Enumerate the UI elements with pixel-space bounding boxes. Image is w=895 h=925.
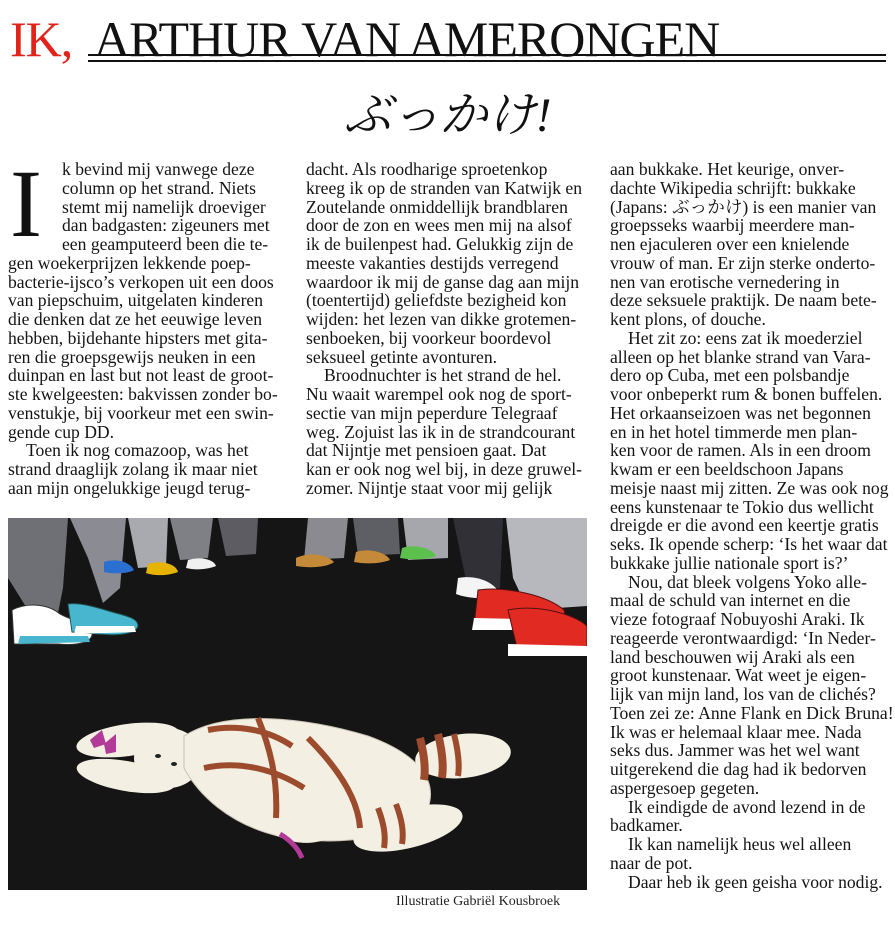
text-line: dacht. Als roodharige sproetenkop: [306, 159, 548, 179]
text-line: meeste vakanties destijds verregend: [306, 252, 559, 273]
text-line: ren die groepsgewijs neuken in een: [8, 346, 256, 367]
drop-cap: I: [10, 150, 42, 257]
text-line: kan er ook nog wel bij, in deze gruwel-: [306, 459, 583, 479]
text-line: sectie van mijn peperdure Telegraaf: [306, 402, 558, 423]
article-column-1: [8, 160, 296, 498]
article-column-2: [306, 160, 591, 498]
text-line: vrouw of man. Er zijn sterke onderto-: [610, 252, 876, 273]
text-line: dat Nijntje met pensioen gaat. Dat: [306, 440, 547, 461]
illustration: [8, 518, 587, 890]
text-line: (toentertijd) geliefdste bezigheid kon: [306, 290, 567, 311]
text-line: badkamer.: [610, 815, 683, 836]
text-line: ik de builenpest had. Gelukkig zijn de: [306, 234, 574, 254]
text-line: bacterie-ijsco’s verkopen uit een doos: [8, 271, 274, 292]
text-line: gende cup DD.: [8, 421, 115, 442]
text-line: stemt mij namelijk droeviger: [62, 196, 266, 217]
text-line: venstukje, bij voorkeur met een swin-: [8, 402, 274, 423]
text-line: Broodnuchter is het strand de hel.: [324, 365, 562, 386]
text-line: dachte Wikipedia schrijft: bukkake: [610, 177, 856, 198]
text-line: aan bukkake. Het keurige, onver-: [610, 159, 845, 179]
text-line: duinpan en last but not least de groot-: [8, 365, 274, 386]
text-line: senboeken, bij voorkeur boordevol: [306, 327, 552, 348]
text-line: en in het hotel timmerde men plan-: [610, 421, 858, 442]
text-line: seksueel getinte avonturen.: [306, 346, 498, 367]
text-line: Toen ik nog comazoop, was het: [26, 440, 249, 461]
text-line: wijden: het lezen van dikke grotemen-: [306, 309, 577, 329]
text-line: door de zon en wees men mij na alsof: [306, 215, 572, 236]
text-line: vieze fotograaf Nobuyoshi Araki. Ik: [610, 609, 865, 629]
text-line: kwam er een beeldschoon Japans: [610, 459, 844, 479]
text-line: strand draaglijk zolang ik maar niet: [8, 459, 258, 479]
text-line: (Japans: ぶっかけ) is een manier van: [610, 196, 877, 217]
column-kicker: IK,: [10, 11, 73, 67]
text-line: seks. Ik opende scherp: ‘Is het waar dat: [610, 534, 888, 554]
text-line: Het zit zo: eens zat ik moederziel: [628, 327, 863, 348]
text-line: hebben, bijdehante hipsters met gita-: [8, 327, 268, 348]
text-line: dero op Cuba, met een polsbandje: [610, 365, 850, 386]
text-line: een geamputeerd been die te-: [62, 234, 269, 254]
text-line: bukkake jullie nationale sport is?’: [610, 552, 849, 573]
text-line: kent plons, of douche.: [610, 309, 766, 329]
text-line: aan mijn ongelukkige jeugd terug-: [8, 477, 251, 498]
text-line: ken voor de ramen. Als in een droom: [610, 440, 871, 461]
text-line: voor onbeperkt rum & bonen buffelen.: [610, 384, 883, 404]
text-line: Nu waait warempel ook nog de sport-: [306, 384, 572, 404]
text-line: weg. Zojuist las ik in de strandcourant: [306, 421, 576, 442]
headline: ぶっかけ!: [343, 89, 552, 142]
text-line: Het orkaanseizoen was net begonnen: [610, 402, 871, 423]
text-line: van piepschuim, uitgelaten kinderen: [8, 290, 264, 311]
text-line: waardoor ik mij de ganse dag aan mijn: [306, 271, 580, 292]
text-line: dreigde er die avond een keertje gratis: [610, 515, 879, 536]
text-line: uitgerekend die dag had ik bedorven: [610, 759, 867, 779]
masthead: [8, 10, 886, 68]
text-line: zomer. Nijntje staat voor mij gelijk: [306, 477, 553, 498]
text-line: nen ejaculeren over een knielende: [610, 234, 850, 254]
column-author: ARTHUR VAN AMERONGEN: [94, 11, 720, 67]
text-line: Ik kan namelijk heus wel alleen: [628, 834, 852, 854]
text-line: eens kunstenaar te Tokio dus wellicht: [610, 496, 874, 517]
text-line: gen woekerprijzen lekkende poep-: [8, 252, 251, 273]
text-line: seks dus. Jammer was het wel want: [610, 740, 860, 761]
text-line: lijk van mijn land, los van de clichés?: [610, 684, 876, 704]
text-line: ste kwelgeesten: bakvissen zonder bo-: [8, 384, 278, 404]
text-line: Zoutelande onmiddellijk brandblaren: [306, 196, 568, 217]
text-line: alleen op het blanke strand van Vara-: [610, 346, 871, 367]
text-line: groot kunstenaar. Wat weet je eigen-: [610, 665, 867, 686]
text-line: nen van erotische vernedering in: [610, 271, 840, 292]
text-line: column op het strand. Niets: [62, 177, 256, 198]
illustration-caption: Illustratie Gabriël Kousbroek: [396, 894, 561, 909]
text-line: aspergesoep gegeten.: [610, 777, 760, 798]
text-line: Toen zei ze: Anne Flank en Dick Bruna!: [610, 702, 894, 723]
text-line: land beschouwen wij Araki als een: [610, 646, 855, 667]
text-line: naar de pot.: [610, 852, 693, 873]
text-line: Daar heb ik geen geisha voor nodig.: [628, 871, 883, 892]
text-line: dan badgasten: zigeuners met: [62, 215, 270, 236]
text-line: maal de schuld van internet en die: [610, 590, 851, 611]
text-line: Ik eindigde de avond lezend in de: [628, 796, 866, 817]
text-line: die denken dat ze het eeuwige leven: [8, 309, 263, 329]
text-line: meisje naast mij zitten. Ze was ook nog: [610, 477, 889, 498]
text-line: kreeg ik op de stranden van Katwijk en: [306, 177, 583, 198]
text-line: deze seksuele praktijk. De naam bete-: [610, 290, 877, 311]
text-line: Ik was er helemaal klaar mee. Nada: [610, 721, 862, 742]
text-line: reageerde verontwaardigd: ‘In Neder-: [610, 627, 876, 648]
text-line: groepsseks waarbij meerdere man-: [610, 215, 855, 236]
text-line: k bevind mij vanwege deze: [62, 159, 255, 179]
text-line: Nou, dat bleek volgens Yoko alle-: [628, 571, 867, 592]
article-column-3: [610, 159, 894, 892]
